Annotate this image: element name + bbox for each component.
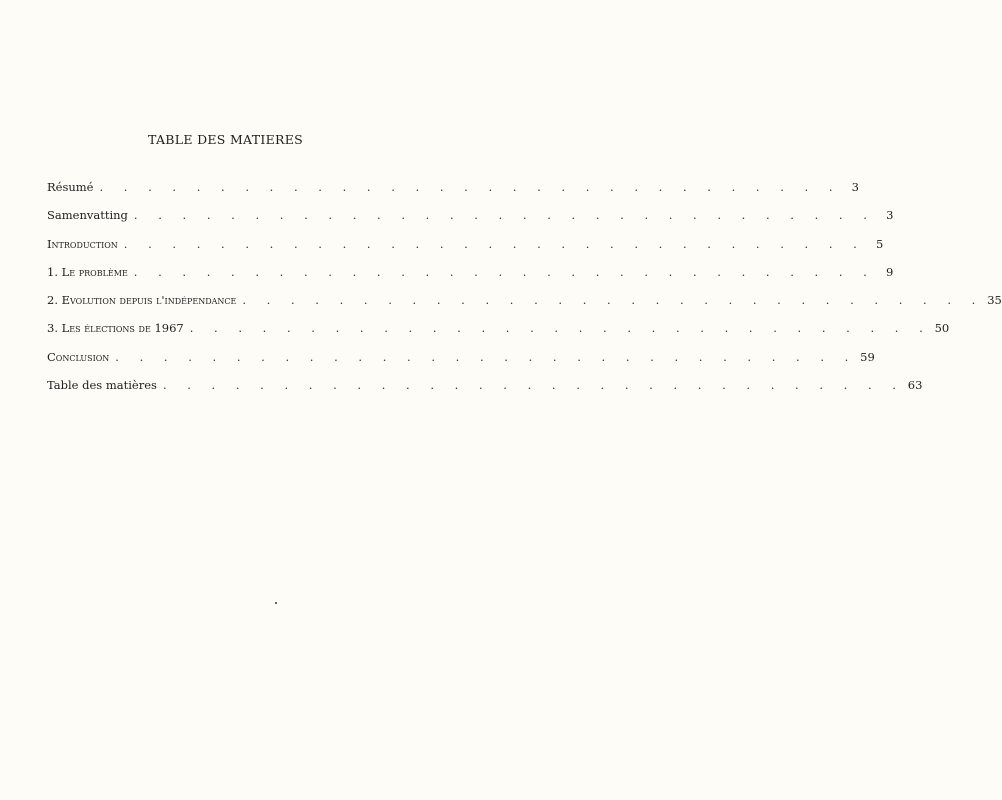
toc-entry-label: Introduction xyxy=(47,236,118,251)
toc-entry-elections xyxy=(47,321,950,349)
toc-entry-page-number: 50 xyxy=(934,321,950,336)
toc-entry-evolution xyxy=(47,293,1002,321)
toc-entry-label: Samenvatting xyxy=(47,208,128,223)
toc-entry-label: 3. Les élections de 1967 xyxy=(47,321,184,336)
toc-entry-introduction xyxy=(47,236,884,265)
toc-entry-label: 2. Evolution depuis l'indépendance xyxy=(47,293,237,308)
table-of-contents xyxy=(47,180,1002,406)
toc-entry-label: 1. Le problème xyxy=(47,264,128,279)
paper-speck xyxy=(275,602,277,604)
toc-entry-page-number: 5 xyxy=(875,236,884,251)
dot-leader: . . . . . . . . . . . . . . . . . . . . . . . . . . . . . . . xyxy=(133,208,876,223)
toc-entry-table-des-matieres xyxy=(47,378,923,406)
dot-leader: . . . . . . . . . . . . . . . . . . . . . . . . . . . . . . . xyxy=(133,264,876,279)
toc-entry-label: Table des matières xyxy=(47,378,157,393)
toc-entry-conclusion xyxy=(47,349,875,378)
toc-entry-samenvatting xyxy=(47,208,894,236)
page-title: TABLE DES MATIERES xyxy=(148,132,303,147)
toc-entry-resume xyxy=(47,180,859,208)
toc-entry-label: Résumé xyxy=(47,180,94,194)
toc-entry-page-number: 63 xyxy=(907,378,923,393)
dot-leader: . . . . . . . . . . . . . . . . . . . . . . . . . . . . . . . xyxy=(189,321,932,336)
toc-entry-page-number: 3 xyxy=(886,208,894,223)
dot-leader: . . . . . . . . . . . . . . . . . . . . . . . . . . . . . . . xyxy=(242,293,984,308)
dot-leader: . . . . . . . . . . . . . . . . . . . . . . . . . . . . . . . xyxy=(162,378,905,393)
toc-entry-page-number: 9 xyxy=(885,264,894,279)
toc-entry-page-number: 59 xyxy=(860,349,875,364)
dot-leader: . . . . . . . . . . . . . . . . . . . . . . . . . . . . . . . xyxy=(99,180,841,194)
dot-leader: . . . . . . . . . . . . . . . . . . . . . . . . . . . . . . . xyxy=(115,349,857,364)
toc-entry-page-number: 35 xyxy=(987,293,1002,308)
dot-leader: . . . . . . . . . . . . . . . . . . . . . . . . . . . . . . . xyxy=(123,236,866,251)
toc-entry-label: Conclusion xyxy=(47,349,110,364)
toc-entry-page-number: 3 xyxy=(851,180,859,194)
toc-entry-le-probleme xyxy=(47,264,894,293)
